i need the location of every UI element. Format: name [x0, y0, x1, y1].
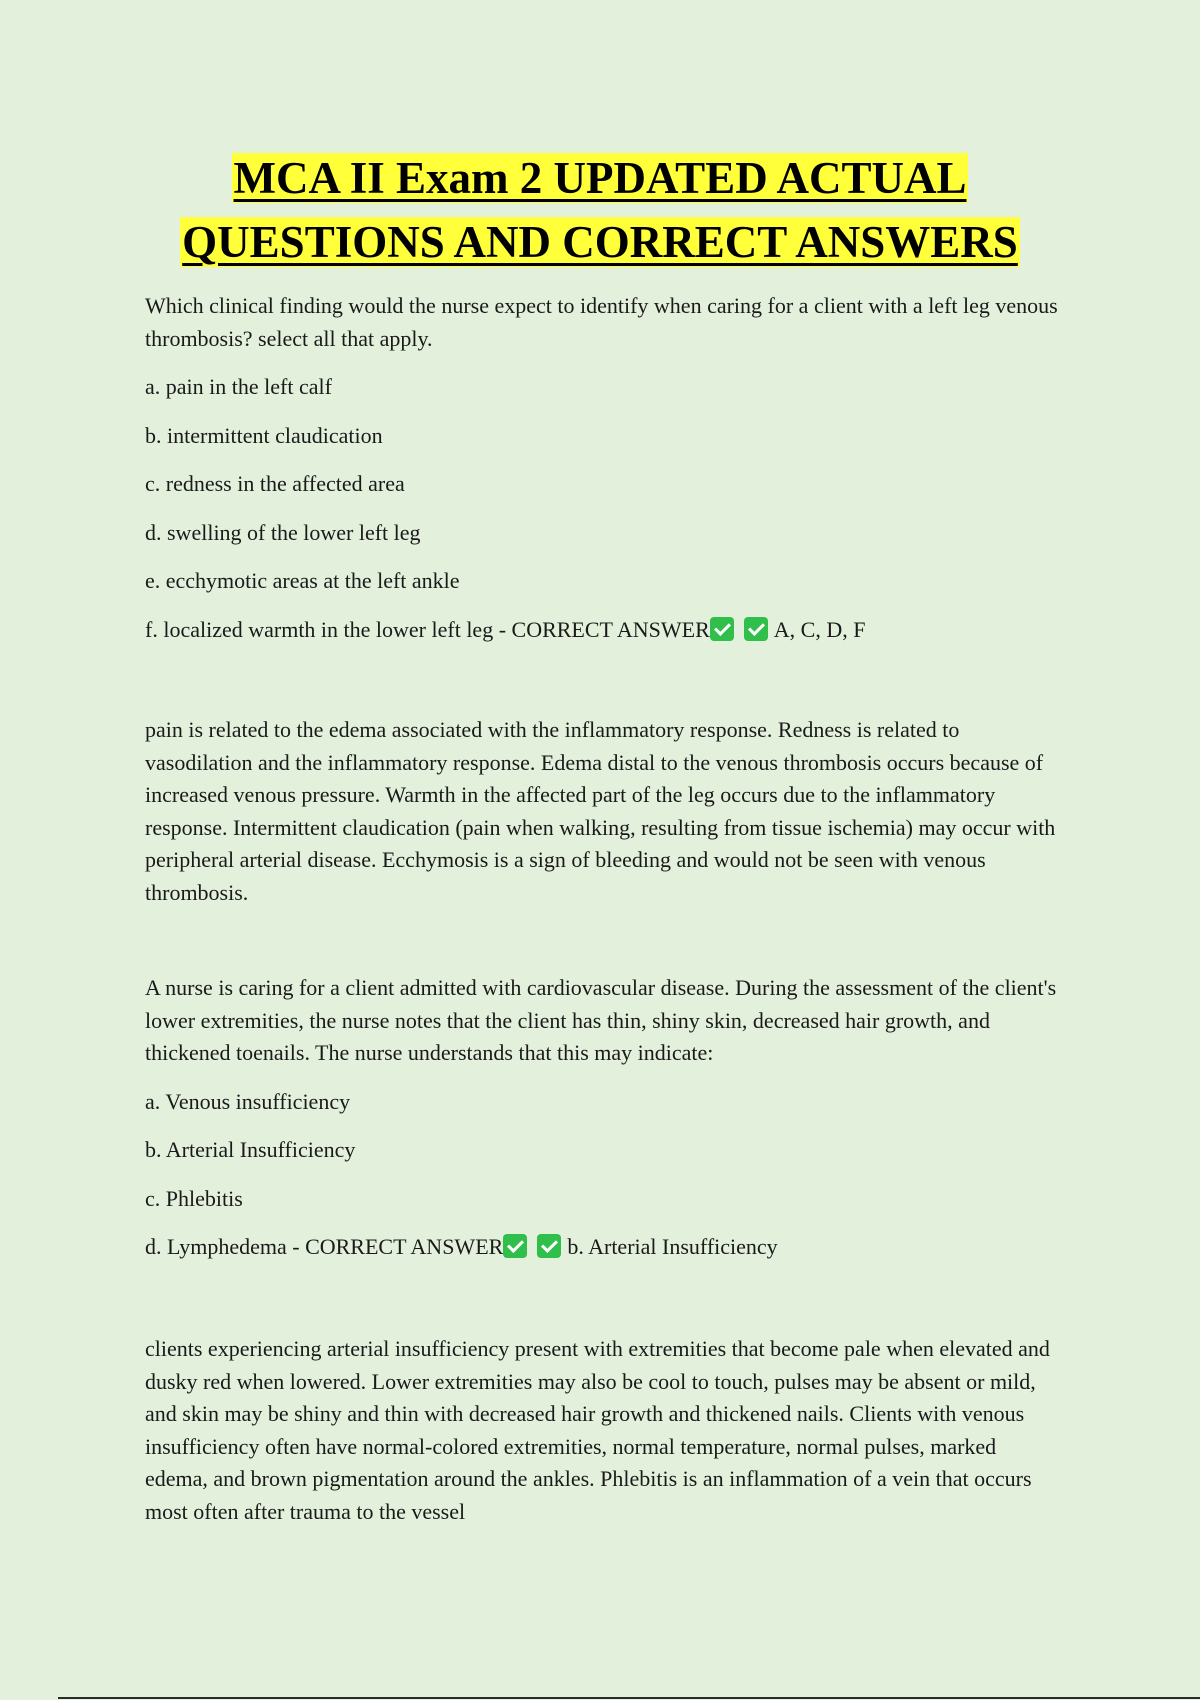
question-2-option-c: c. Phlebitis — [145, 1185, 243, 1211]
check-mark-icon — [744, 617, 768, 641]
question-1-answer: A, C, D, F — [773, 616, 866, 642]
question-2 — [145, 972, 1060, 1264]
bottom-divider — [58, 1697, 1200, 1699]
question-1-option-b: b. intermittent claudication — [145, 422, 383, 448]
page-title — [0, 146, 1200, 274]
question-1-text: Which clinical finding would the nurse expect to identify when caring for a client with a left leg venous thrombosis? select all that apply. — [145, 293, 1058, 351]
question-2-option-d: d. Lymphedema - CORRECT ANSWER — [145, 1234, 504, 1259]
check-mark-icon — [710, 617, 734, 641]
check-mark-icon — [503, 1234, 527, 1258]
question-1-option-f: f. localized warmth in the lower left leg - CORRECT ANSWER — [145, 616, 710, 642]
question-1-option-e: e. ecchymotic areas at the left ankle — [145, 568, 460, 593]
check-mark-icon — [537, 1234, 561, 1258]
question-1-answer-line — [145, 614, 1060, 647]
question-1-option-c: c. redness in the affected area — [145, 471, 405, 496]
question-1 — [145, 290, 1060, 646]
question-2-answer-line — [145, 1231, 1060, 1264]
question-2-option-b: b. Arterial Insufficiency — [145, 1137, 356, 1162]
title-line-1: MCA II Exam 2 UPDATED ACTUAL — [233, 153, 967, 203]
question-1-option-d: d. swelling of the lower left leg — [145, 519, 421, 545]
question-1-explanation: pain is related to the edema associated with the inflammatory response. Redness is related to vasodilation and the inflammatory response. Edema distal to the venous thrombosis occurs because of increased venous pressure. Warmth in the affected part of the leg occurs due to the inflammatory response. Intermittent claudication (pain when walking, resulting from tissue ischemia) may occur with peripheral arterial disease. Ecchymosis is a sign of bleeding and would not be seen with venous thrombosis. — [145, 717, 1056, 905]
question-2-explanation: clients experiencing arterial insufficiency present with extremities that become pale when elevated and dusky red when lowered. Lower extremities may also be cool to touch, pulses may be absent or mild, and skin may be shiny and thin with decreased hair growth and thickened nails. Clients with venous insufficiency often have normal-colored extremities, normal temperature, normal pulses, marked edema, and brown pigmentation around the ankles. Phlebitis is an inflammation of a vein that occurs most often after trauma to the vessel — [145, 1336, 1050, 1524]
question-2-text: A nurse is caring for a client admitted with cardiovascular disease. During the assessment of the client's lower extremities, the nurse notes that the client has thin, shiny skin, decreased hair growth, and thickened toenails. The nurse understands that this may indicate: — [145, 975, 1057, 1065]
title-line-2: QUESTIONS AND CORRECT ANSWERS — [182, 217, 1018, 267]
question-1-option-a: a. pain in the left calf — [145, 374, 332, 399]
question-2-answer: b. Arterial Insufficiency — [567, 1234, 778, 1259]
question-2-option-a: a. Venous insufficiency — [145, 1088, 351, 1114]
